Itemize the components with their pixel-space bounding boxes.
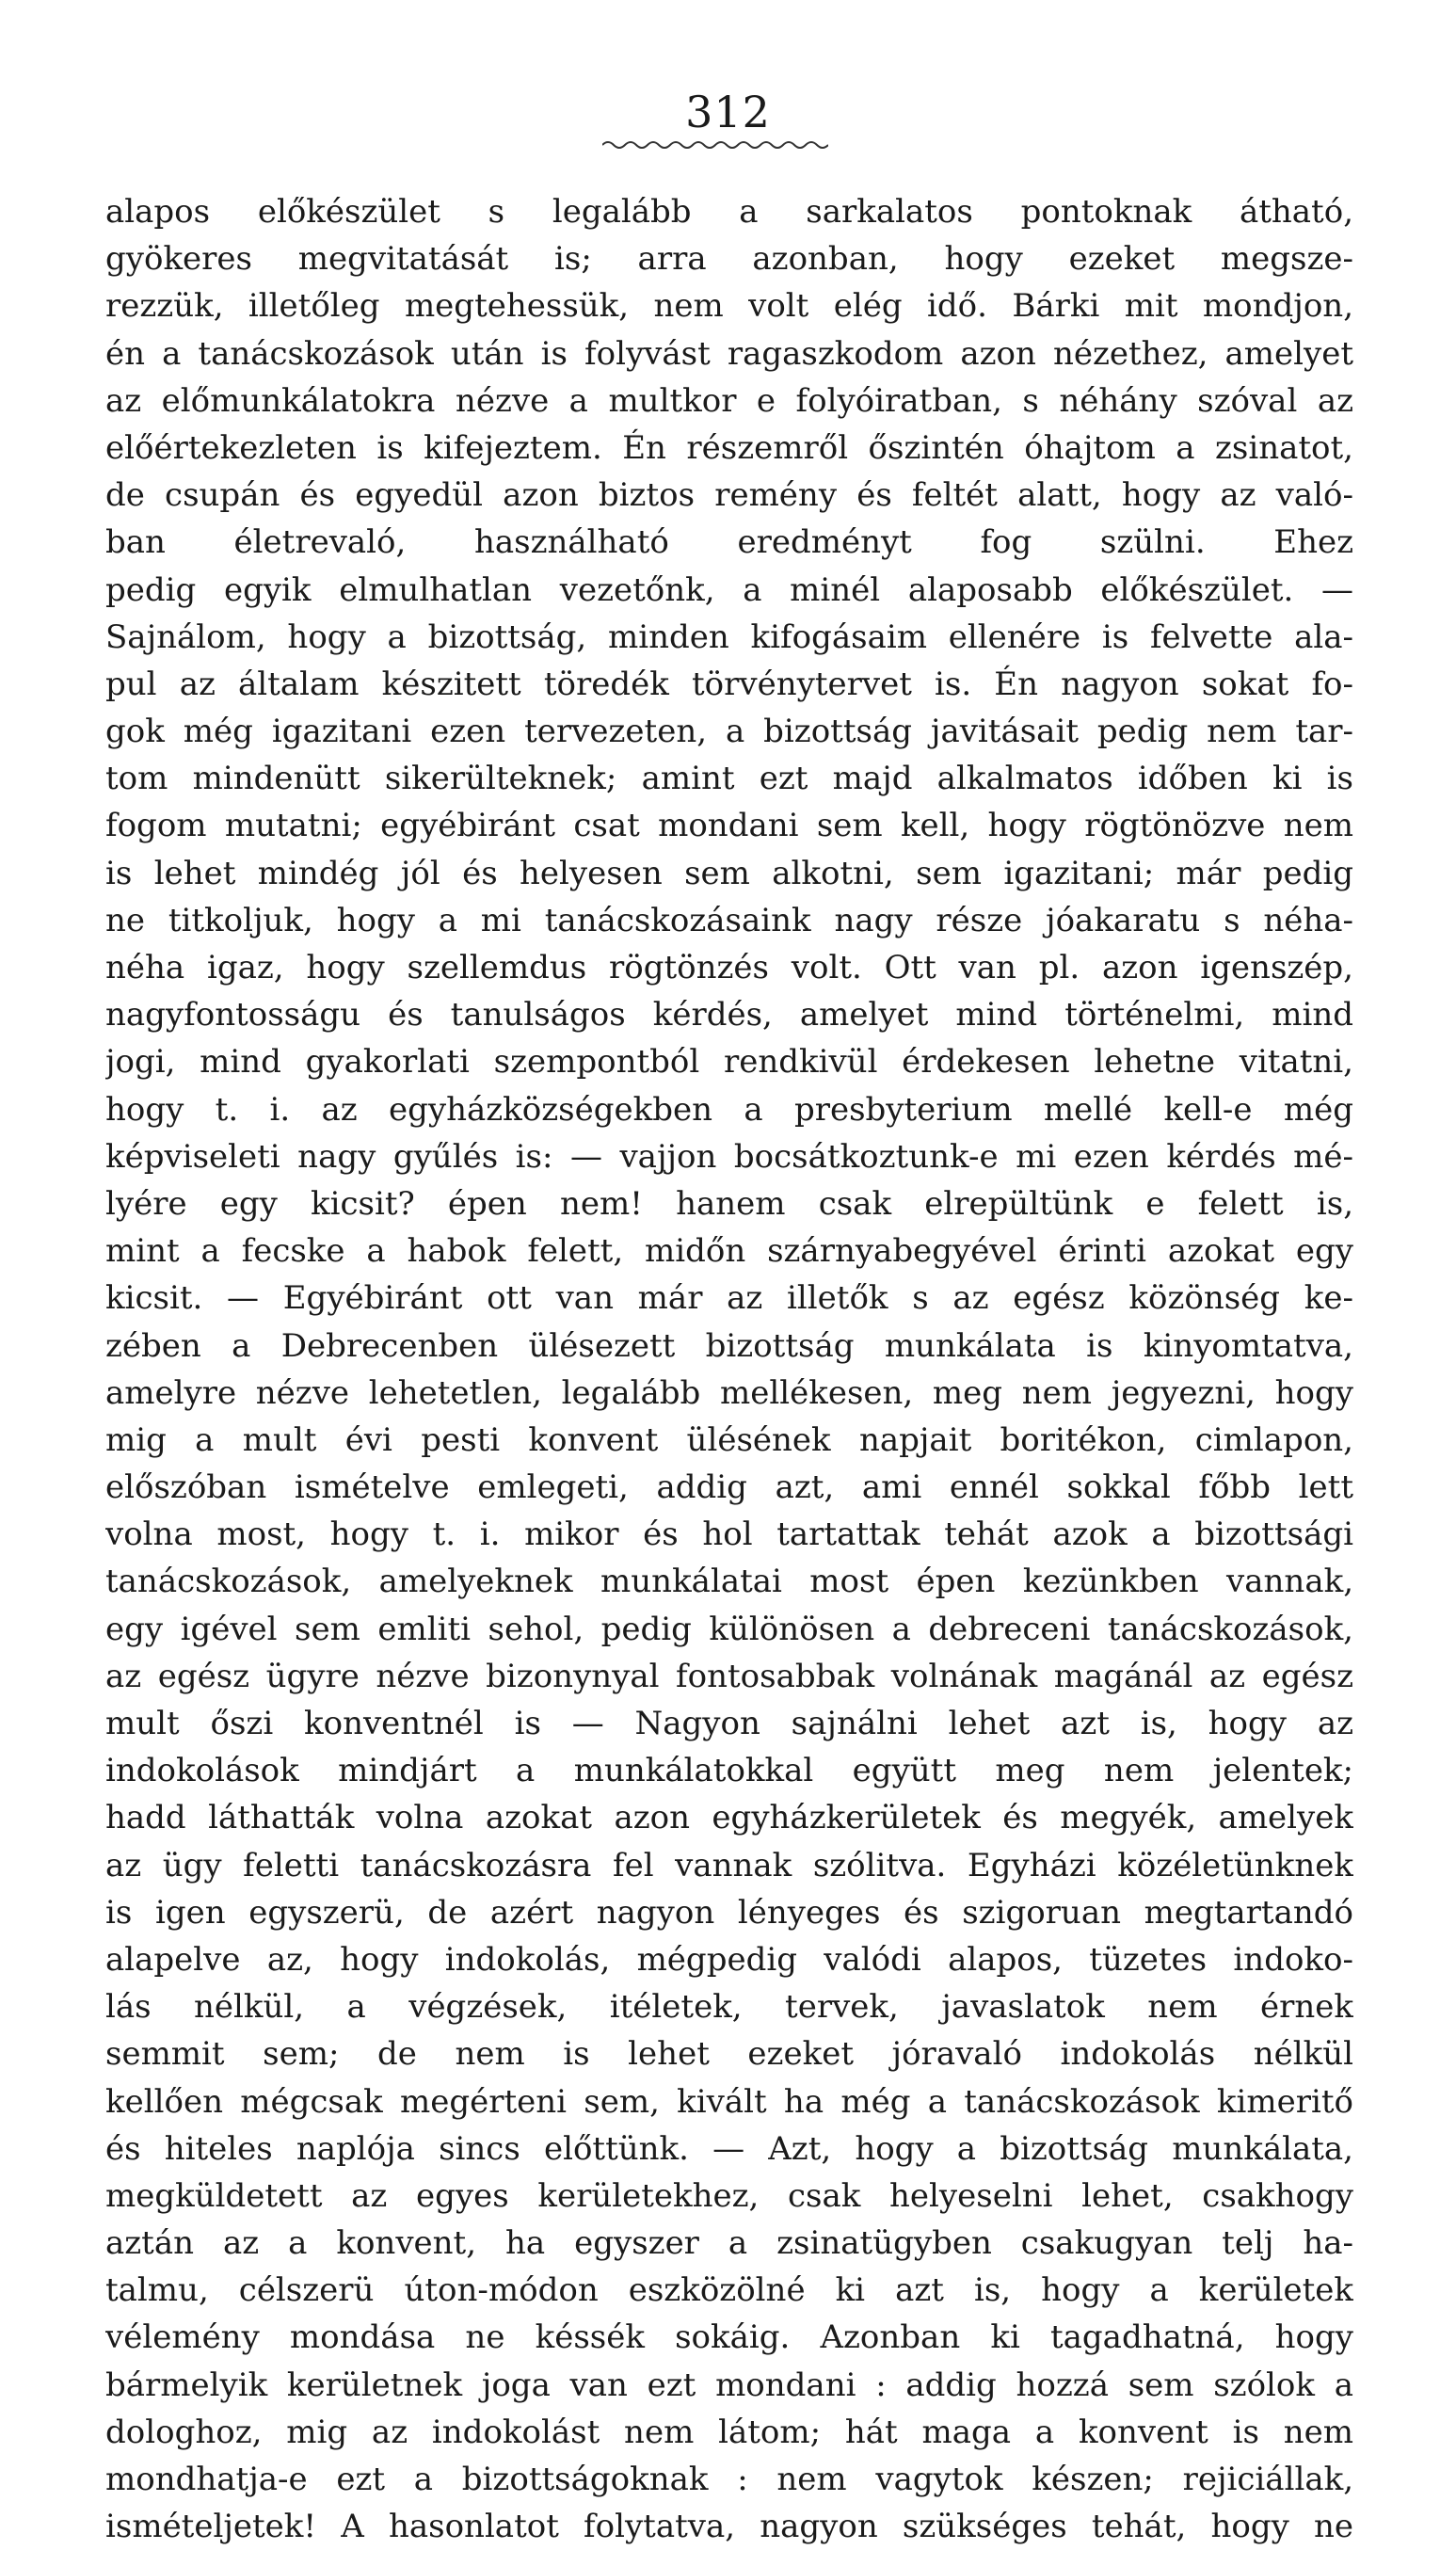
text-line: mig a mult évi pesti konvent ülésének napjait boritékon, cimlapon,	[105, 1420, 1353, 1459]
text-line: rezzük, illetőleg megtehessük, nem volt elég idő. Bárki mit mondjon,	[105, 287, 1353, 326]
text-line: semmit sem; de nem is lehet ezeket jóravaló indokolás nélkül	[105, 2035, 1353, 2074]
text-line: jogi, mind gyakorlati szempontból rendkivül érdekesen lehetne vitatni,	[105, 1043, 1353, 1082]
text-line: képviseleti nagy gyűlés is: — vajjon bocsátkoztunk-e mi ezen kérdés mé-	[105, 1137, 1353, 1176]
text-line: az előmunkálatokra nézve a multkor e folyóiratban, s néhány szóval az	[105, 381, 1353, 420]
text-line: tanácskozások, amelyeknek munkálatai most épen kezünkben vannak,	[105, 1563, 1353, 1601]
text-line: fogom mutatni; egyébiránt csat mondani sem kell, hogy rögtönözve nem	[105, 807, 1353, 845]
text-line: lás nélkül, a végzések, itéletek, tervek, javaslatok nem érnek	[105, 1988, 1353, 2027]
text-line: aztán az a konvent, ha egyszer a zsinatügyben csakugyan telj ha-	[105, 2224, 1353, 2263]
text-line: gok még igazitani ezen tervezeten, a bizottság javitásait pedig nem tar-	[105, 713, 1353, 751]
text-line: kicsit. — Egyébiránt ott van már az illetők s az egész közönség ke-	[105, 1279, 1353, 1318]
text-line: vélemény mondása ne késsék sokáig. Azonban ki tagadhatná, hogy	[105, 2318, 1353, 2357]
text-line: bármelyik kerületnek joga van ezt mondani : addig hozzá sem szólok a	[105, 2366, 1353, 2404]
text-line: talmu, célszerü úton-módon eszközölné ki azt is, hogy a kerületek	[105, 2271, 1353, 2310]
text-line: is igen egyszerü, de azért nagyon lényeges és szigoruan megtartandó	[105, 1893, 1353, 1932]
text-line: előszóban ismételve emlegeti, addig azt, ami ennél sokkal főbb lett	[105, 1468, 1353, 1507]
wavy-rule-ornament	[602, 137, 828, 152]
text-line: néha igaz, hogy szellemdus rögtönzés volt. Ott van pl. azon igenszép,	[105, 949, 1353, 986]
text-line: mint a fecske a habok felett, midőn szárnyabegyével érinti azokat egy	[105, 1232, 1353, 1271]
text-line: alapelve az, hogy indokolás, mégpedig valódi alapos, tüzetes indoko-	[105, 1940, 1353, 1979]
text-line: lyére egy kicsit? épen nem! hanem csak elrepültünk e felett is,	[105, 1184, 1353, 1223]
body-text	[105, 188, 1353, 2550]
text-line: pul az általam készitett töredék törvénytervet is. Én nagyon sokat fo-	[105, 665, 1353, 703]
text-line: alapos előkészület s legalább a sarkalatos pontoknak átható,	[105, 193, 1353, 231]
text-line: nagyfontosságu és tanulságos kérdés, amelyet mind történelmi, mind	[105, 996, 1353, 1034]
text-line: volna most, hogy t. i. mikor és hol tartattak tehát azok a bizottsági	[105, 1516, 1353, 1554]
text-line: indokolások mindjárt a munkálatokkal együtt meg nem jelentek;	[105, 1752, 1353, 1790]
text-line: is lehet mindég jól és helyesen sem alkotni, sem igazitani; már pedig	[105, 854, 1353, 892]
text-line: ban életrevaló, használható eredményt fog szülni. Ehez	[105, 523, 1353, 562]
text-line: és hiteles naplója sincs előttünk. — Azt, hogy a bizottság munkálata,	[105, 2129, 1353, 2168]
text-line: tom mindenütt sikerülteknek; amint ezt majd alkalmatos időben ki is	[105, 760, 1353, 798]
text-line: gyökeres megvitatását is; arra azonban, hogy ezeket megsze-	[105, 240, 1353, 279]
text-line: előértekezleten is kifejeztem. Én részemről őszintén óhajtom a zsinatot,	[105, 428, 1353, 467]
text-line: az egész ügyre nézve bizonynyal fontosabbak volnának magánál az egész	[105, 1657, 1353, 1695]
text-line: egy igével sem emliti sehol, pedig különösen a debreceni tanácskozások,	[105, 1610, 1353, 1648]
text-line: ismételjetek! A hasonlatot folytatva, nagyon szükséges tehát, hogy ne	[105, 2508, 1353, 2546]
text-line: mult őszi konventnél is — Nagyon sajnálni lehet azt is, hogy az	[105, 1705, 1353, 1742]
text-line: kellően mégcsak megérteni sem, kivált ha még a tanácskozások kimeritő	[105, 2082, 1353, 2121]
text-line: de csupán és egyedül azon biztos remény és feltét alatt, hogy az való-	[105, 476, 1353, 515]
text-line: hadd láthatták volna azokat azon egyházkerületek és megyék, amelyek	[105, 1799, 1353, 1837]
text-line: az ügy feletti tanácskozásra fel vannak szólitva. Egyházi közéletünknek	[105, 1846, 1353, 1884]
text-line: dologhoz, mig az indokolást nem látom; hát maga a konvent is nem	[105, 2413, 1353, 2451]
text-line: zében a Debrecenben ülésezett bizottság munkálata is kinyomtatva,	[105, 1326, 1353, 1365]
text-line: pedig egyik elmulhatlan vezetőnk, a minél alaposabb előkészület. —	[105, 570, 1353, 609]
text-line: mondhatja-e ezt a bizottságoknak : nem vagytok készen; rejiciállak,	[105, 2461, 1353, 2498]
text-line: hogy t. i. az egyházközségekben a presbyterium mellé kell-e még	[105, 1090, 1353, 1129]
text-line: amelyre nézve lehetetlen, legalább mellékesen, meg nem jegyezni, hogy	[105, 1373, 1353, 1412]
text-line: ne titkoljuk, hogy a mi tanácskozásaink nagy része jóakaratu s néha-	[105, 901, 1353, 939]
page-number: 312	[685, 87, 771, 137]
text-line: Sajnálom, hogy a bizottság, minden kifogásaim ellenére is felvette ala-	[105, 617, 1353, 656]
text-line: én a tanácskozások után is folyvást ragaszkodom azon nézethez, amelyet	[105, 334, 1353, 373]
text-line: megküldetett az egyes kerületekhez, csak helyeselni lehet, csakhogy	[105, 2176, 1353, 2215]
